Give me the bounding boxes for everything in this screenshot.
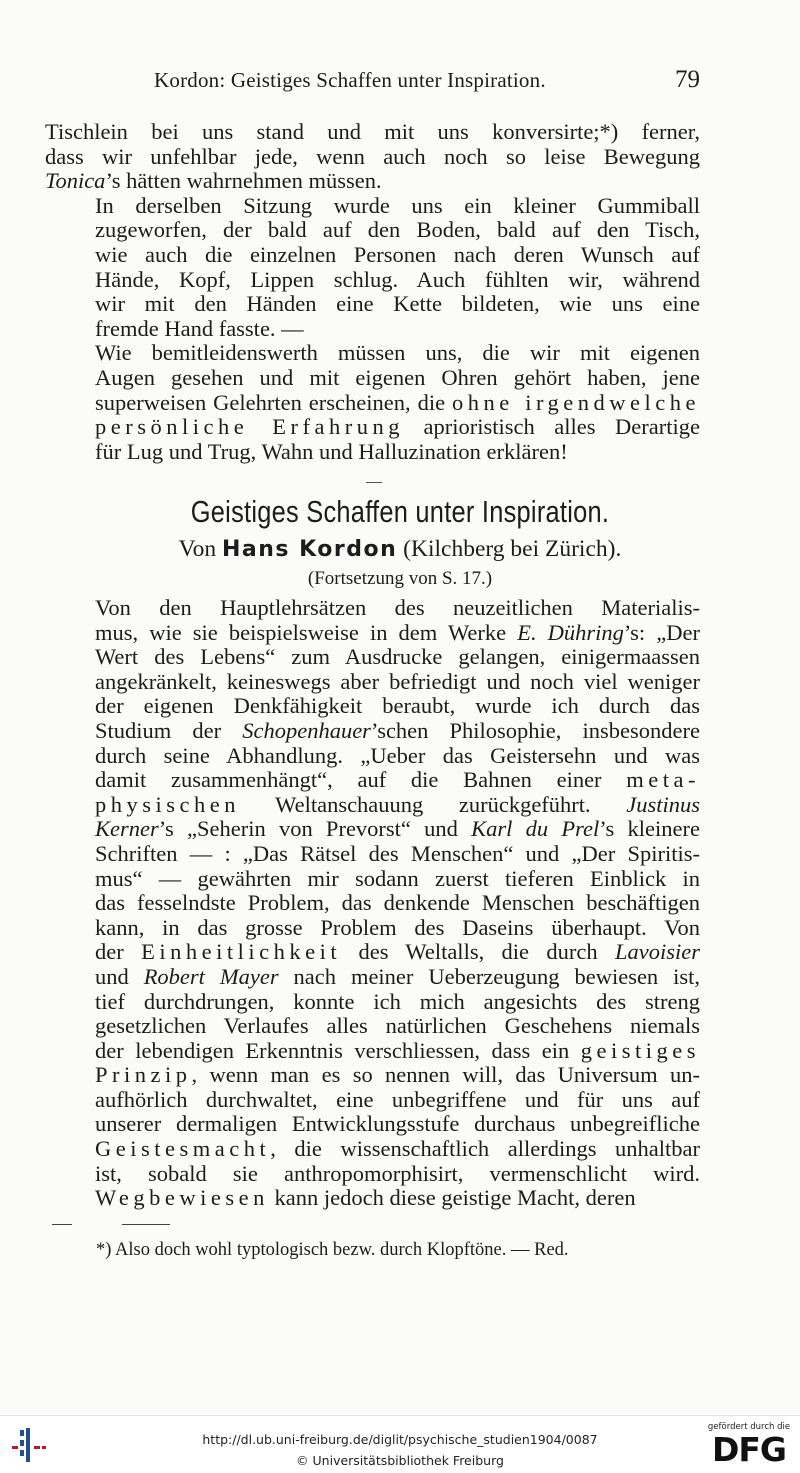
text-line: unserer dermaligen Entwicklungsstufe durchaus unbegreifliche [95,1111,700,1137]
text-line: superweisen Gelehrten erscheinen, die ohne irgendwelche [95,389,700,415]
text-line: Wegbewiesen kann jedoch diese geistige Macht, deren [95,1185,636,1211]
text-line: ist, sobald sie anthropomorphisirt, vermenschlicht wird. [95,1160,700,1186]
byline [0,536,800,563]
text-line: wir mit den Händen eine Kette bildeten, wie uns eine [95,291,700,317]
text-line: mus“ — gewährten mir sodann zuerst tieferen Einblick in [95,865,700,891]
text-line: der Einheitlichkeit des Weltalls, die durch Lavoisier [95,939,701,965]
continuation-note: (Fortsetzung von S. 17.) [307,568,493,589]
text-line: kann, in das grosse Problem des Daseins überhaupt. Von [95,914,700,940]
paragraph [45,341,700,464]
dfg-logo: DFG [711,1430,787,1469]
text-line: Augen gesehen und mit eigenen Ohren gehört haben, jene [95,364,700,390]
article-title: Geistiges Schaffen unter Inspiration. [190,494,610,529]
footnote-rule [52,1224,170,1232]
copyright-notice: © Universitätsbibliothek Freiburg [296,1453,504,1468]
text-line: Von den Hauptlehrsätzen des neuzeitlichen Materialis- [95,595,700,620]
running-head [44,66,700,96]
text-line: angekränkelt, keineswegs aber befriedigt und noch viel weniger [95,668,700,694]
text-line: Geistesmacht, die wissenschaftlich allerdings unhaltbar [95,1136,700,1162]
running-title: Kordon: Geistiges Schaffen unter Inspiration. [154,68,546,92]
viewer-footer [0,1415,800,1473]
italic-name: Tonica [45,168,106,194]
text-line: dass wir unfehlbar jede, wenn auch noch so leise Bewegung [45,143,700,169]
text-line: Tonica’s hätten wahrnehmen müssen. [45,168,382,194]
text-line: gesetzlichen Verlaufes alles natürlichen Geschehens niemals [95,1013,700,1039]
spaced-emphasis: persönliche Erfahrung [95,414,404,440]
text-line: Wert des Lebens“ zum Ausdrucke gelangen, einigermaassen [95,644,700,670]
author-name: Hans Kordon [221,537,398,562]
text-line: der lebendigen Erkenntnis verschliessen, dass ein geistiges [95,1037,700,1063]
footnote-marker: *) [96,1240,112,1260]
text-line: Hände, Kopf, Lippen schlug. Auch fühlten wir, während [95,266,700,292]
text-line: tief durchdrungen, konnte ich mich angesichts des streng [95,988,700,1014]
text-line: der eigenen Denkfähigkeit beraubt, wurde ich durch das [95,693,700,719]
text-line: Kerner’s „Seherin von Prevorst“ und Karl du Prel’s kleinere [95,816,700,842]
text-line: zugeworfen, der bald auf den Boden, bald auf den Tisch, [95,217,700,243]
paragraph [45,120,700,194]
text-line: und Robert Mayer nach meiner Ueberzeugung bewiesen ist, [95,963,701,989]
text-line: Schriften — : „Das Rätsel des Menschen“ und „Der Spiritis- [95,840,700,866]
text-line: persönliche Erfahrung aprioristisch alles Derartige [95,414,701,440]
dfg-tagline: gefördert durch die [707,1422,791,1432]
byline-prefix: Von [178,536,217,562]
text-line: Tischlein bei uns stand und mit uns konversirte;*) ferner, [45,119,700,144]
text-line: damit zusammenhängt“, auf die Bahnen einer meta- [95,767,700,793]
section-divider [366,482,382,483]
page-number: 79 [675,66,700,93]
text-line: durch seine Abhandlung. „Ueber das Geistersehn und was [95,742,700,768]
text-line: physischen Weltanschauung zurückgeführt. Justinus [95,791,700,817]
dfg-badge [706,1422,792,1470]
intro-text-block [45,120,700,464]
author-affiliation: (Kilchberg bei Zürich). [403,536,622,562]
text-line: fremde Hand fasste. — [95,315,304,341]
text-line: Studium der Schopenhauer’schen Philosophie, insbesondere [95,717,700,743]
spaced-emphasis: ohne irgendwelche [452,389,700,415]
paragraph [45,194,700,342]
footnote-text: Also doch wohl typtologisch bezw. durch Klopftöne. — Red. [115,1240,569,1260]
paragraph [45,596,700,1211]
text-line: mus, wie sie beispielsweise in dem Werke E. Dühring’s: „Der [95,619,700,645]
article-body [45,596,700,1211]
text-line: aufhörlich durchwaltet, eine unbegriffene und für uns auf [95,1086,700,1112]
text-line: für Lug und Trug, Wahn und Halluzination erklären! [95,438,568,464]
text-line: In derselben Sitzung wurde uns ein kleiner Gummiball [95,192,700,218]
text-line: wie auch die einzelnen Personen nach deren Wunsch auf [95,241,700,267]
text-line: das fesselndste Problem, das denkende Menschen beschäftigen [95,890,700,916]
text-line: Wie bemitleidenswerth müssen uns, die wir mit eigenen [95,340,700,366]
text-line: Prinzip, wenn man es so nennen will, das Universum un- [95,1062,700,1088]
footnote [96,1240,706,1261]
source-url-link[interactable]: http://dl.ub.uni-freiburg.de/diglit/psychische_studien1904/0087 [202,1432,598,1447]
